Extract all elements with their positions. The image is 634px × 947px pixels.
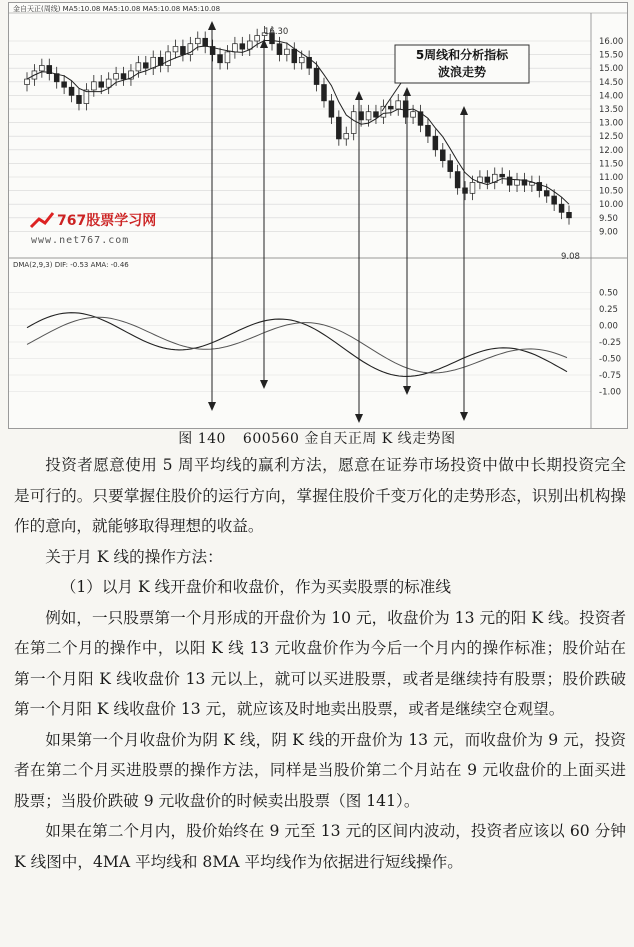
site-watermark: [31, 212, 156, 246]
candle-body: [114, 74, 119, 79]
candle-body: [284, 49, 289, 54]
high-price-label: 16.30: [264, 27, 289, 37]
arrow-head-up-icon: [403, 87, 411, 96]
arrow-head-down-icon: [355, 414, 363, 423]
candle-body: [292, 49, 297, 63]
body-text: [14, 450, 626, 877]
candle-body: [366, 112, 371, 120]
candle-body: [374, 112, 379, 117]
price-tick-label: 14.00: [599, 91, 624, 102]
candle-body: [225, 52, 230, 63]
low-price-label: 9.08: [561, 252, 580, 262]
candle-body: [69, 87, 74, 95]
candle-body: [218, 55, 223, 63]
figure-number: 图 140: [178, 431, 226, 447]
candle-body: [455, 172, 460, 188]
candle-body: [440, 150, 445, 161]
candle-body: [463, 188, 468, 193]
candle-body: [166, 52, 171, 66]
candle-body: [77, 95, 82, 103]
candle-body: [203, 38, 208, 46]
candle-body: [173, 46, 178, 51]
arrow-head-up-icon: [460, 106, 468, 115]
candle-body: [351, 112, 356, 134]
candle-body: [39, 65, 44, 70]
paragraph: 例如，一只股票第一个月形成的开盘价为 10 元，收盘价为 13 元的阳 K 线。投资者在第二个月的操作中，以阳 K 线 13 元收盘价作为今后一个月内的操作标准；股价站在第一个月阳 K 线收盘价 13 元以上，就可以买进股票，或者是继续持有股票；股价跌破第一个月阳 K 线收盘价 13 元，就应该及时地卖出股票，或者是继续空仓观望。: [14, 608, 626, 718]
candle-body: [255, 36, 260, 41]
arrow-head-down-icon: [260, 380, 268, 389]
candle-body: [314, 68, 319, 84]
candle-body: [62, 82, 67, 87]
arrow-head-down-icon: [208, 402, 216, 411]
candle-body: [240, 44, 245, 49]
candle-body: [232, 44, 237, 52]
candle-body: [106, 79, 111, 87]
candle-body: [515, 180, 520, 185]
candle-body: [322, 85, 327, 101]
watermark-url: www.net767.com: [31, 235, 130, 246]
arrow-head-down-icon: [460, 412, 468, 421]
candle-body: [91, 82, 96, 90]
figure-caption: [0, 428, 634, 448]
candle-body: [544, 191, 549, 196]
watermark-brand: 767股票学习网: [57, 213, 157, 229]
indicator-tick-label: -0.25: [599, 338, 621, 348]
paragraph: 关于月 K 线的操作方法：: [45, 547, 223, 566]
price-tick-label: 13.00: [599, 118, 624, 129]
candle-body: [344, 133, 349, 138]
paragraph: 如果在第二个月内，股价始终在 9 元至 13 元的区间内波动，投资者应该以 60 分钟 K 线图中，4MA 平均线和 8MA 平均线作为依据进行短线操作。: [14, 822, 626, 871]
price-tick-label: 15.00: [599, 64, 624, 75]
price-tick-label: 12.50: [599, 132, 624, 143]
candle-body: [567, 212, 572, 217]
candle-body: [388, 106, 393, 109]
indicator-axis-ticks: [599, 289, 621, 398]
candle-body: [336, 117, 341, 139]
candle-body: [485, 177, 490, 182]
price-tick-label: 15.50: [599, 50, 624, 61]
candle-body: [121, 74, 126, 79]
candle-body: [299, 57, 304, 62]
candle-body: [433, 136, 438, 150]
indicator-tick-label: -1.00: [599, 387, 621, 398]
price-tick-label: 13.50: [599, 105, 624, 115]
candle-body: [25, 79, 30, 84]
candle-body: [181, 46, 186, 54]
candle-body: [277, 44, 282, 55]
candle-body: [426, 125, 431, 136]
dma-indicator-lines: [27, 313, 567, 377]
list-heading: （1）以月 K 线开盘价和收盘价，作为买卖股票的标准线: [60, 578, 451, 596]
candle-body: [143, 63, 148, 68]
price-tick-label: 9.00: [599, 227, 618, 238]
candle-body: [411, 112, 416, 117]
price-axis-ticks: [599, 37, 623, 237]
candle-body: [329, 101, 334, 117]
dif-line: [27, 313, 567, 377]
annotation-line-1: 5周线和分析指标: [415, 48, 509, 62]
price-tick-label: 11.00: [599, 173, 624, 183]
candle-body: [470, 182, 475, 193]
indicator-tick-label: 0.25: [599, 305, 618, 315]
paragraph: 如果第一个月收盘价为阴 K 线，阴 K 线的开盘价为 13 元，而收盘价为 9 元，投资者在第二个月买进股票的操作方法，同样是当股价第二个月站在 9 元收盘价的上面买进股票；当股价跌破 9 元收盘价的时候卖出股票（图 141）。: [14, 730, 626, 810]
candle-body: [507, 177, 512, 185]
stock-chart-figure: [8, 2, 628, 429]
indicator-tick-label: 0.50: [599, 288, 618, 299]
price-tick-label: 12.00: [599, 145, 624, 156]
indicator-tick-label: -0.50: [599, 354, 621, 365]
candle-body: [448, 161, 453, 172]
candle-body: [381, 106, 386, 117]
figure-title: 600560 金自天正周 K 线走势图: [242, 431, 456, 447]
candle-body: [136, 63, 141, 71]
price-tick-label: 10.00: [599, 200, 624, 211]
annotation-line-2: 波浪走势: [437, 65, 487, 79]
candle-body: [500, 174, 505, 177]
price-panel-header: 金自天正(周线) MA5:10.08 MA5:10.08 MA5:10.08 MA5:10.08: [13, 5, 221, 13]
watermark-logo-icon: [31, 213, 53, 227]
candle-body: [396, 101, 401, 109]
paragraph: 投资者愿意使用 5 周平均线的赢利方法，愿意在证券市场投资中做中长期投资完全是可行的。只要掌握住股价的运行方向，掌握住股价千变万化的走势形态，识别出机构操作的意向，就能够取得理想的收益。: [14, 456, 626, 535]
price-tick-label: 9.50: [599, 213, 618, 224]
candle-body: [195, 38, 200, 43]
price-tick-label: 10.50: [599, 186, 624, 197]
price-tick-label: 16.00: [599, 37, 624, 47]
arrow-head-down-icon: [403, 386, 411, 395]
indicator-tick-label: -0.75: [599, 371, 621, 381]
indicator-tick-label: 0.00: [599, 321, 618, 332]
candle-body: [559, 204, 564, 212]
candle-body: [552, 196, 557, 204]
weekly-k-line-chart: [9, 3, 627, 428]
indicator-panel-header: DMA(2,9,3) DIF: -0.53 AMA: -0.46: [13, 261, 129, 269]
price-tick-label: 14.50: [599, 77, 624, 88]
price-tick-label: 11.50: [599, 159, 624, 170]
candle-body: [99, 82, 104, 87]
arrow-head-up-icon: [208, 21, 216, 30]
